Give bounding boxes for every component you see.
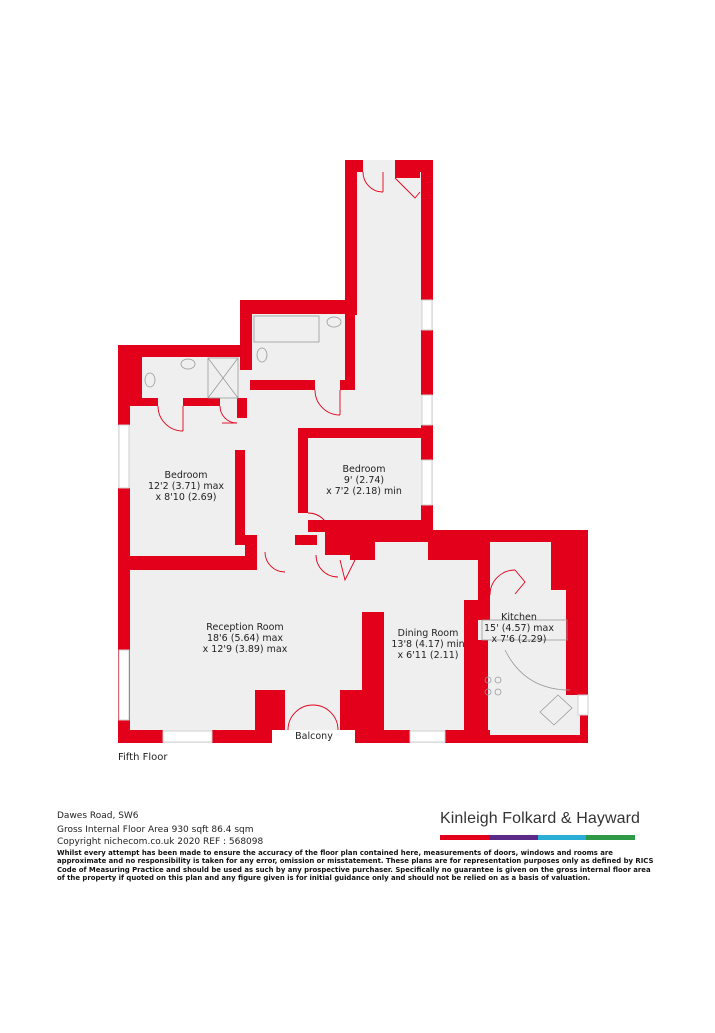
copyright-text: Copyright nichecom.co.uk 2020 REF : 568098 (57, 837, 264, 847)
brand-stripe (489, 835, 538, 840)
room-name: Bedroom (164, 470, 208, 481)
room-dims: 18'6 (5.64) max (206, 633, 284, 644)
room-dims: 13'8 (4.17) min (391, 639, 465, 650)
room-name: Reception Room (206, 622, 284, 633)
brand-stripe (440, 835, 489, 840)
room-name: Dining Room (397, 628, 459, 639)
room-dims: x 12'9 (3.89) max (202, 644, 288, 655)
brand-name: Kinleigh Folkard & Hayward (440, 810, 641, 827)
brand-stripe (538, 835, 587, 840)
room-name: Bedroom (342, 464, 386, 475)
balcony-label: Balcony (295, 731, 333, 742)
floor-area-text: Gross Internal Floor Area 930 sqft 86.4 sqm (57, 825, 254, 835)
brand-color-bar (440, 835, 635, 840)
floor-label: Fifth Floor (118, 752, 168, 763)
room-dims: 9' (2.74) (343, 475, 385, 486)
room-name: Kitchen (501, 612, 537, 623)
room-dims: x 6'11 (2.11) (397, 650, 459, 661)
disclaimer-text: Whilst every attempt has been made to ensure the accuracy of the floor plan contained here, measurements of doors, windows and rooms are approximate and no responsibility is taken for any error, omission or misstatement. These plans are for representation purposes only as defined by RICS Code of Measuring Practice and should be used as such by any prospective purchaser. Specifically no guarantee is given on the gross internal floor area of the property if quoted on this plan and any figure given is for initial guidance only and should not be relied on as a basis of valuation. (57, 849, 654, 882)
room-dims: x 8'10 (2.69) (155, 492, 217, 503)
room-dims: x 7'2 (2.18) min (326, 486, 402, 497)
room-dims: 15' (4.57) max (483, 623, 555, 634)
brand-stripe (586, 835, 635, 840)
room-dims: 12'2 (3.71) max (147, 481, 225, 492)
room-dims: x 7'6 (2.29) (491, 634, 547, 645)
property-address: Dawes Road, SW6 (57, 811, 139, 821)
